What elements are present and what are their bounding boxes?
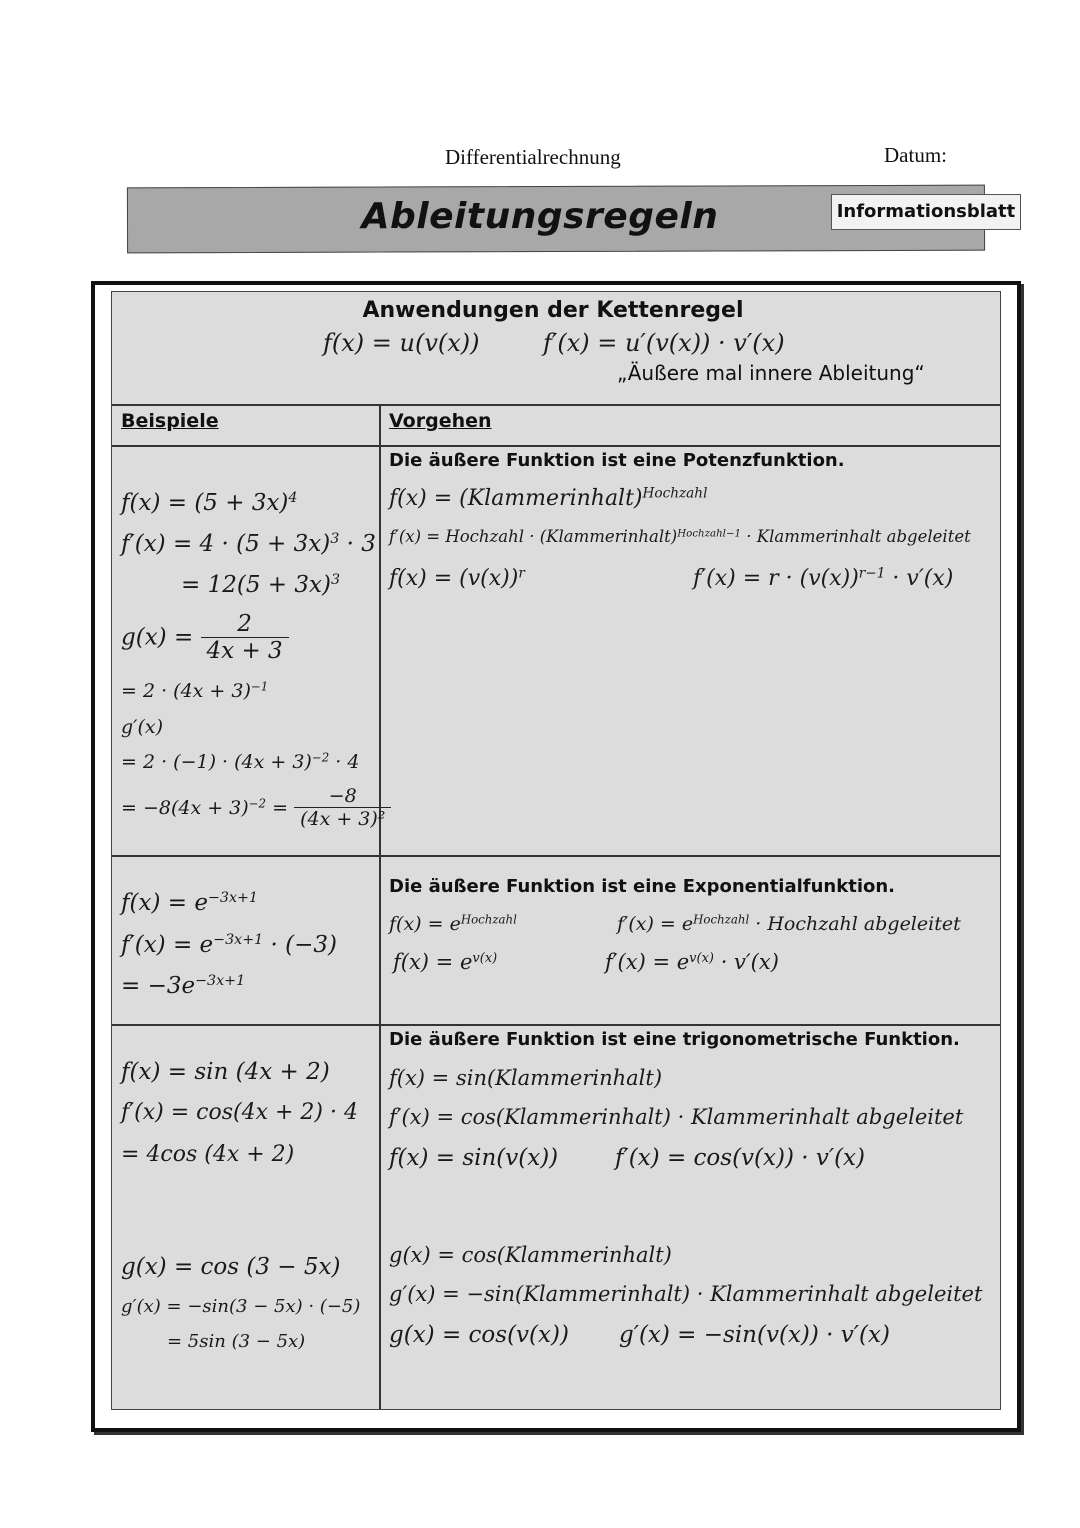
info-badge: Informationsblatt (831, 194, 1021, 230)
exponential-rule-3-left: $f(x) = e^{v(x)}$ (393, 950, 498, 974)
column-procedure: Vorgehen (389, 410, 492, 432)
chain-rule-heading: Anwendungen der Kettenregel (362, 298, 744, 323)
divider-columns (112, 445, 1000, 447)
divider-power (112, 855, 1000, 857)
power-rule-3-left: $f(x) = (v(x))^r$ (389, 565, 525, 591)
power-example-2-line-5: = $-8(4x + 3)^{-2}$ = $\frac{-8}{\text{(4x + 3)²}}$ (121, 785, 391, 830)
chain-slogan: „Äußere mal innere Ableitung“ (617, 361, 925, 385)
trig-sin-rule-3-right: f′(x) = cos(v(x)) · v′(x) (615, 1145, 866, 1171)
power-example-2-line-2: = $2 \cdot (4x + 3)^{-1}$ (121, 679, 269, 702)
power-rule-2: f′(x) = Hochzahl · (Klammerinhalt)$^{Hochzahl-1}$ · Klammerinhalt abgeleitet (389, 527, 971, 546)
power-rule-1: f(x) = (Klammerinhalt)$^{Hochzahl}$ (389, 485, 708, 511)
trig-sin-rule-1: f(x) = sin(Klammerinhalt) (389, 1066, 663, 1090)
trig-cos-rule-3-right: g′(x) = −sin(v(x)) · v′(x) (619, 1322, 890, 1348)
exponential-example-line-1: $f(x) = e^{-3x+1}$ (121, 890, 258, 916)
trig-cos-rule-1: g(x) = cos(Klammerinhalt) (389, 1243, 672, 1267)
power-example-2-line-4: = $2 \cdot (-1) \cdot (4x + 3)^{-2} \cdot 4$ (121, 750, 360, 773)
trig-cos-example-line-2: g′(x) = −sin(3 − 5x) · (−5) (121, 1296, 361, 1317)
power-heading: Die äußere Funktion ist eine Potenzfunktion. (389, 450, 845, 471)
trig-cos-example-line-1: g(x) = cos (3 − 5x) (121, 1254, 341, 1280)
chain-formula-right: f′(x) = u′(v(x)) · v′(x) (543, 329, 785, 357)
power-example-1-line-1: $f(x) = (5 + 3x)^4$ (121, 490, 298, 516)
subject-header: Differentialrechnung (445, 145, 621, 169)
trig-sin-example-line-1: f(x) = sin (4x + 2) (121, 1059, 330, 1085)
power-example-1-line-2: $f'(x) = 4 \cdot (5 + 3x)^3 \cdot 3$ (121, 531, 376, 557)
trig-sin-rule-3-left: f(x) = sin(v(x)) (389, 1145, 559, 1171)
trig-sin-example-line-3: = 4cos (4x + 2) (121, 1142, 295, 1167)
divider-header (112, 404, 1000, 406)
divider-vertical (379, 404, 381, 1409)
power-example-1-line-3: = $12(5 + 3x)^3$ (181, 572, 341, 598)
trig-sin-rule-2: f′(x) = cos(Klammerinhalt) · Klammerinhalt abgeleitet (389, 1105, 964, 1129)
exponential-rule-1: $f(x) = e^{Hochzahl}$ (389, 912, 517, 935)
power-rule-3-right: $f'(x) = r \cdot (v(x))^{r-1} \cdot v'(x)$ (693, 565, 954, 591)
exponential-example-line-2: $f'(x) = e^{-3x+1} \cdot (-3)$ (121, 932, 338, 958)
trig-cos-rule-2: g′(x) = −sin(Klammerinhalt) · Klammerinhalt abgeleitet (389, 1282, 983, 1306)
column-examples: Beispiele (121, 410, 219, 432)
trig-heading: Die äußere Funktion ist eine trigonometrische Funktion. (389, 1029, 960, 1050)
page-title: Ableitungsregeln (361, 196, 719, 237)
exponential-heading: Die äußere Funktion ist eine Exponentialfunktion. (389, 876, 896, 897)
divider-exponential (112, 1024, 1000, 1026)
exponential-example-line-3: = $-3e^{-3x+1}$ (121, 973, 246, 999)
date-label: Datum: (884, 143, 947, 167)
trig-cos-example-line-3: = 5sin (3 − 5x) (167, 1331, 306, 1352)
trig-sin-example-line-2: f′(x) = cos(4x + 2) · 4 (121, 1100, 358, 1125)
trig-cos-rule-3-left: g(x) = cos(v(x)) (389, 1322, 569, 1348)
chain-formula-left: f(x) = u(v(x)) (323, 329, 480, 357)
power-example-2-line-3: g′(x) (121, 716, 164, 738)
power-example-2-fraction: g(x) = $\frac{2}{4x + 3}$ (121, 611, 289, 664)
exponential-rule-2: $f'(x) = e^{Hochzahl}$ · Hochzahl abgeleitet (617, 912, 961, 935)
exponential-rule-3-right: $f'(x) = e^{v(x)} \cdot v'(x)$ (605, 950, 779, 974)
